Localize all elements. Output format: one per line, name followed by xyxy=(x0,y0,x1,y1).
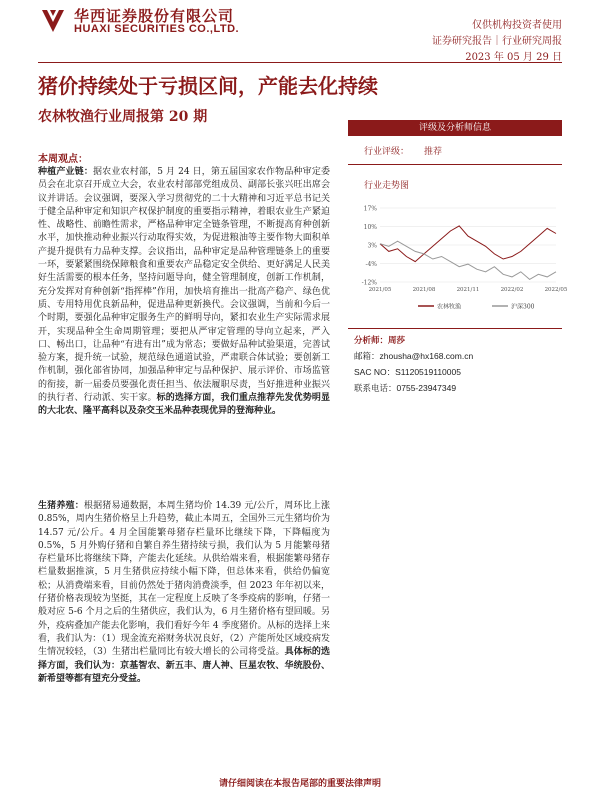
report-subtitle: 农林牧渔行业周报第 20 期 xyxy=(38,109,208,125)
report-title: 猪价持续处于亏损区间，产能去化持续 xyxy=(38,74,378,98)
series-line-1 xyxy=(380,226,556,262)
paragraph-hog xyxy=(38,500,330,686)
sidebar-divider xyxy=(348,328,562,329)
series-line-2 xyxy=(380,241,556,279)
y-tick-label: -12% xyxy=(361,279,377,287)
report-type: 证券研究报告｜行业研究周报 xyxy=(432,36,562,47)
industry-trend-chart xyxy=(348,200,568,320)
x-tick-label: 2022/02 xyxy=(500,287,524,293)
analyst-phone: 0755-23947349 xyxy=(396,383,457,393)
rating-label: 行业评级： xyxy=(364,147,410,157)
sac-number: S1120519110005 xyxy=(395,367,461,377)
paragraph-lead: 生猪养殖： xyxy=(38,501,84,511)
paragraph-planting xyxy=(38,166,330,419)
x-tick-label: 2022/05 xyxy=(544,287,568,293)
paragraph-emphasis: 具体标的选择方面，我们认为：京基智农、新五丰、唐人神、巨星农牧、华统股份、新希望等都有望充分受益。 xyxy=(38,647,330,684)
huaxi-logo xyxy=(38,6,68,36)
legend-label: 农林牧渔 xyxy=(437,303,462,311)
x-tick-label: 2021/11 xyxy=(456,287,480,293)
analyst-email[interactable]: zhousha@hx168.com.cn xyxy=(379,351,474,361)
y-tick-label: 10% xyxy=(363,224,377,231)
sac-label: SAC NO： xyxy=(354,367,396,377)
paragraph-text: 据农业农村部，5 月 24 日，第五届国家农作物品种审定委员会在北京召开成立大会，农业农村部部党组成员、副部长张兴旺出席会议并讲话。会议强调，要深入学习贯彻党的二十大精神和习近平总书记关于健全品种审定和知识产权保护制度的重要指示精神，着眼农业生产紧迫性、战略性、前瞻性需求，严格品种审定全链条管理，不断提高育种创新水平，加快推动种业振兴行动取得实效，为促进粮油等主要作物大面积单产提升提供有力品种支撑。会议指出，品种审定是品种管理链条上的重要一环，要紧紧围绕保障粮食和重要农产品稳定安全供给、更好满足人民美好生活需要的根本任务，坚持问题导向，健全管理制度，创新工作机制，充分发挥对育种创新“指挥棒”作用，加快培育推出一批高产稳产、绿色优质、专用特用优良新品种，促进品种更新换代。会议强调，当前和今后一个时期，要强化品种审定服务生产的鲜明导向，紧扣农业生产实际需求展开，实现品种全生命周期管理；要把从严审定管理的导向立起来，严入口、畅出口，让品种“有进有出”成为常态；要做好品种试验渠道，完善试验方案，提升统一试验，规范绿色通道试验，严肃联合体试验；要创新工作机制，强化部省协同，加强品种审定与品种保护、展示评价、市场监管的衔接，新一届委员要强化责任担当、依法履职尽责，当好推进种业振兴的执行者、行动派、实干家。 xyxy=(38,167,330,404)
brand-name-en: HUAXI SECURITIES CO.,LTD. xyxy=(74,23,240,35)
report-date: 2023 年 05 月 29 日 xyxy=(465,52,562,63)
email-label: 邮箱： xyxy=(354,351,380,361)
x-tick-label: 2021/05 xyxy=(368,287,392,293)
sidebar-heading: 评级及分析师信息 xyxy=(348,120,562,136)
paragraph-text: 根据猪易通数据，本周生猪均价 14.39 元/公斤，周环比上涨 0.85%，周内生猪价格呈上升趋势，截止本周五，全国外三元生猪均价为 14.57 元/公斤。4 月全国能繁母猪存栏量环比继续下降，下降幅度为 0.5%，5 月外购仔猪和自繁自养生猪持续亏损，我们认为 5 月能繁母猪存栏量环比将继续下降，产能去化延续。从供给端来看，根据能繁母猪存栏量数据推演，5 月生猪供应持续小幅下降，但总体来看，供给仍偏宽松；从消费端来看，目前仍然处于猪肉消费淡季，但 2023 年年初以来，仔猪价格表现较为坚挺，其在一定程度上反映了冬季疫病的影响，仔猪一般对应 5-6 个月之后的生猪供应，我们认为，6 月生猪价格有望回暖。另外，疫病叠加产能去化影响，我们看好今年 4 季度猪价。从标的选择上来看，我们认为：（1）现金流充裕财务状况良好，（2）产能所处区域疫病发生情况较轻，（3）生猪出栏量同比有较大增长的公司将受益。 xyxy=(38,501,330,658)
x-tick-label: 2021/08 xyxy=(412,287,436,293)
paragraph-lead: 种植产业链： xyxy=(38,167,94,177)
analyst-label: 分析师： xyxy=(354,335,389,345)
legal-notice: 请仔细阅读在本报告尾部的重要法律声明 xyxy=(218,779,381,789)
legend-label: 沪深300 xyxy=(511,303,535,311)
audience-note: 仅供机构投资者使用 xyxy=(472,20,562,31)
section-label: 本周观点： xyxy=(38,154,88,165)
rating-value: 推荐 xyxy=(424,147,443,157)
y-tick-label: 3% xyxy=(367,242,377,250)
y-tick-label: 17% xyxy=(363,205,377,213)
brand-name-cn: 华西证券股份有限公司 xyxy=(74,7,235,25)
sidebar-divider xyxy=(348,164,562,165)
analyst-name: 周莎 xyxy=(388,335,406,345)
chart-title: 行业走势图 xyxy=(364,181,410,191)
phone-label: 联系电话： xyxy=(354,383,397,393)
header-divider xyxy=(38,62,562,63)
y-tick-label: -4% xyxy=(365,261,377,268)
paragraph-emphasis: 标的选择方面，我们重点推荐先发优势明显的大北农、隆平高科以及杂交玉米品种表现优异的登海种业。 xyxy=(38,393,330,417)
